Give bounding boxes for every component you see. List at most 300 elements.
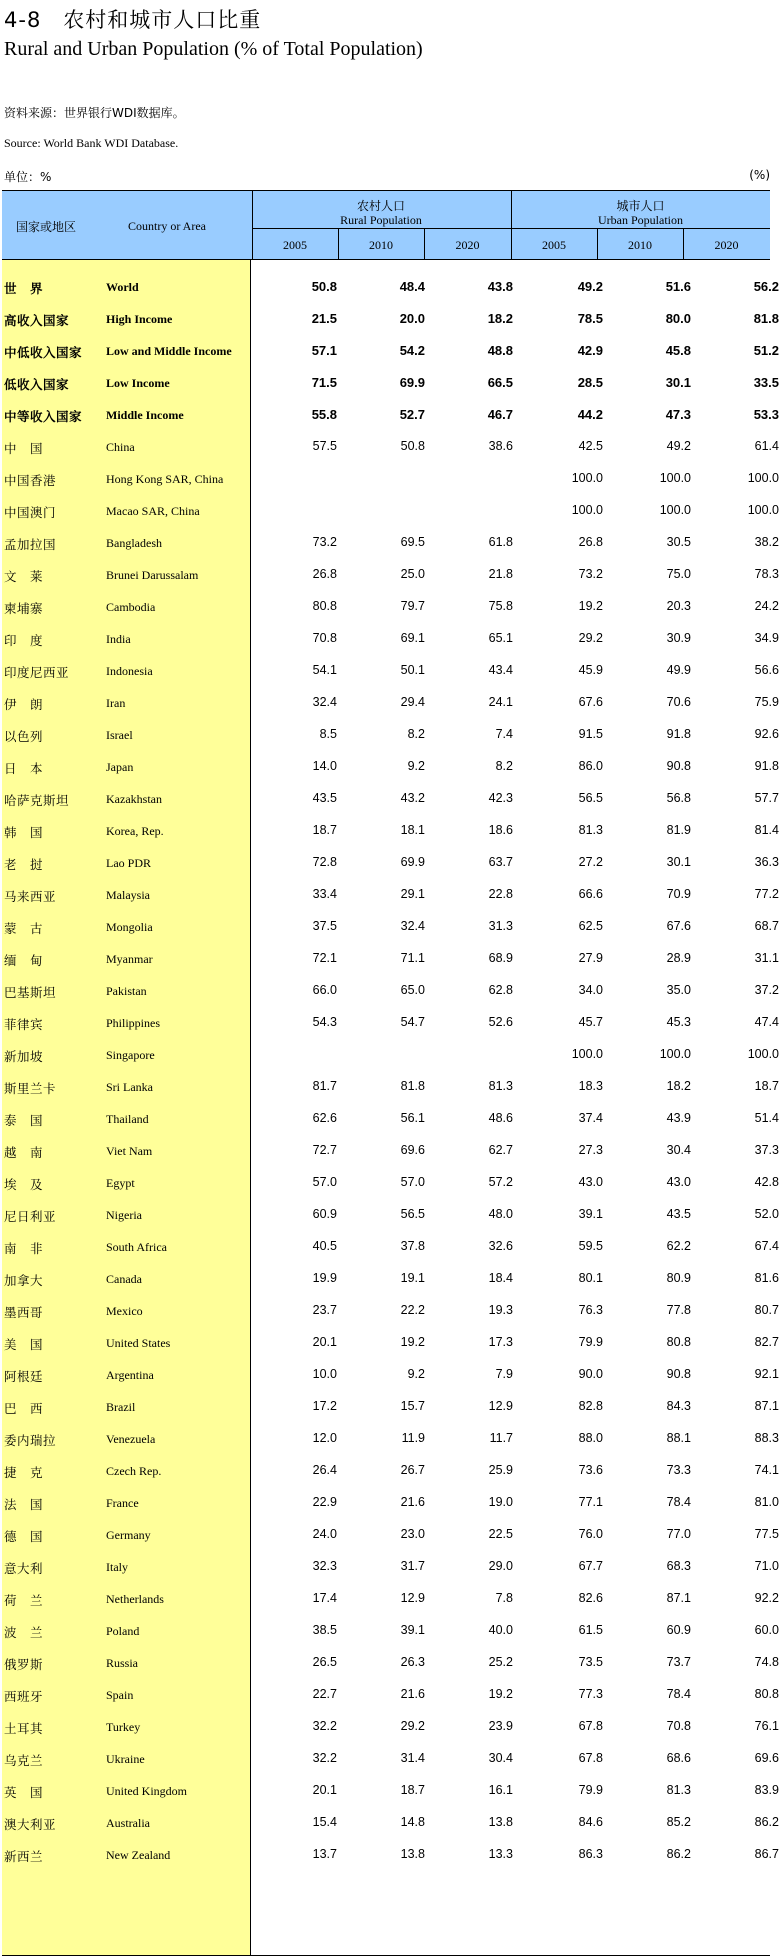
country-name-en: Argentina <box>106 1368 154 1382</box>
urban-value: 28.5 <box>577 375 603 390</box>
country-name-en: Korea, Rep. <box>106 824 164 838</box>
rural-value: 11.9 <box>401 1431 425 1445</box>
urban-value: 59.5 <box>578 1239 603 1253</box>
table-row <box>2 804 779 840</box>
country-name-cn: 印度尼西亚 <box>4 665 70 680</box>
urban-value: 67.8 <box>578 1719 603 1733</box>
rural-value: 57.1 <box>311 343 337 358</box>
rural-value: 17.4 <box>312 1591 337 1605</box>
urban-value: 60.9 <box>666 1623 691 1637</box>
country-name-en: Canada <box>106 1272 142 1286</box>
urban-value: 34.0 <box>578 983 603 997</box>
country-name-cn: 世 界 <box>4 281 44 296</box>
urban-value: 84.3 <box>666 1399 691 1413</box>
urban-value: 37.2 <box>754 983 779 997</box>
rural-value: 66.5 <box>487 375 513 390</box>
rural-value: 50.8 <box>400 439 425 453</box>
rural-value: 57.0 <box>400 1175 425 1189</box>
urban-value: 24.2 <box>754 599 779 613</box>
urban-value: 49.2 <box>577 279 603 294</box>
rural-value: 8.2 <box>407 727 425 741</box>
urban-value: 42.5 <box>578 439 603 453</box>
country-name-cn: 巴 西 <box>4 1401 44 1416</box>
rural-value: 22.2 <box>400 1303 425 1317</box>
rural-value: 40.0 <box>488 1623 513 1637</box>
rural-value: 54.3 <box>312 1015 337 1029</box>
rural-value: 81.3 <box>488 1079 513 1093</box>
country-name-cn: 泰 国 <box>4 1113 44 1128</box>
rural-value: 81.7 <box>312 1079 337 1093</box>
table-row <box>2 996 779 1032</box>
rural-value: 8.2 <box>495 759 513 773</box>
urban-value: 62.2 <box>666 1239 691 1253</box>
country-name-en: Egypt <box>106 1176 135 1190</box>
country-name-en: China <box>106 440 135 454</box>
header-divider <box>252 191 253 260</box>
header-divider <box>511 191 512 260</box>
country-name-en: South Africa <box>106 1240 167 1254</box>
country-name-en: Russia <box>106 1656 139 1670</box>
urban-value: 80.1 <box>578 1271 603 1285</box>
table-row <box>2 868 779 904</box>
rural-value: 69.5 <box>400 535 425 549</box>
country-name-en: Lao PDR <box>106 856 151 870</box>
rural-value: 54.2 <box>399 343 425 358</box>
rural-value: 69.1 <box>400 631 425 645</box>
rural-value: 46.7 <box>487 407 513 422</box>
table-row <box>2 1188 779 1224</box>
rural-value: 17.3 <box>488 1335 513 1349</box>
table-row <box>2 612 779 648</box>
table-row <box>2 1348 779 1384</box>
rural-value: 7.4 <box>495 727 513 741</box>
country-name-en: High Income <box>106 312 173 326</box>
rural-value: 18.4 <box>488 1271 513 1285</box>
rural-value: 50.8 <box>311 279 337 294</box>
table-row <box>2 1540 779 1576</box>
header-year: 2010 <box>628 238 652 252</box>
rural-value: 54.1 <box>312 663 337 677</box>
urban-value: 62.5 <box>578 919 603 933</box>
country-name-cn: 尼日利亚 <box>4 1209 57 1224</box>
urban-value: 86.0 <box>578 759 603 773</box>
country-name-en: Italy <box>106 1560 128 1574</box>
urban-value: 67.8 <box>578 1751 603 1765</box>
urban-value: 36.3 <box>754 855 779 869</box>
source-note-cn: 资料来源：世界银行WDI数据库。 <box>4 106 185 120</box>
country-name-cn: 缅 甸 <box>4 953 44 968</box>
rural-value: 48.0 <box>488 1207 513 1221</box>
urban-value: 91.8 <box>754 759 779 773</box>
table-body <box>2 260 779 1864</box>
table-row <box>2 548 779 584</box>
rural-value: 57.0 <box>312 1175 337 1189</box>
country-name-cn: 哈萨克斯坦 <box>4 793 70 808</box>
country-name-cn: 中国香港 <box>4 473 57 488</box>
rural-value: 30.4 <box>488 1751 513 1765</box>
table-row <box>2 1028 779 1064</box>
country-name-cn: 蒙 古 <box>4 921 44 936</box>
urban-value: 66.6 <box>578 887 603 901</box>
table-row <box>2 516 779 552</box>
country-name-en: Ukraine <box>106 1752 145 1766</box>
country-name-en: Japan <box>106 760 134 774</box>
country-name-cn: 德 国 <box>4 1529 44 1544</box>
urban-value: 26.8 <box>578 535 603 549</box>
table-row <box>2 1508 779 1544</box>
country-name-cn: 中国澳门 <box>4 505 57 520</box>
urban-value: 73.2 <box>578 567 603 581</box>
country-name-cn: 阿根廷 <box>4 1369 44 1384</box>
urban-value: 71.0 <box>754 1559 779 1573</box>
rural-value: 21.8 <box>488 567 513 581</box>
urban-value: 100.0 <box>747 1047 779 1061</box>
rural-value: 29.1 <box>400 887 425 901</box>
rural-value: 37.8 <box>400 1239 425 1253</box>
rural-value: 72.7 <box>312 1143 337 1157</box>
rural-value: 23.9 <box>488 1719 513 1733</box>
rural-value: 26.4 <box>312 1463 337 1477</box>
urban-value: 85.2 <box>666 1815 691 1829</box>
urban-value: 61.5 <box>578 1623 603 1637</box>
urban-value: 77.0 <box>666 1527 691 1541</box>
urban-value: 68.6 <box>666 1751 691 1765</box>
table-row <box>2 1732 779 1768</box>
country-name-cn: 新加坡 <box>4 1049 44 1064</box>
urban-value: 49.2 <box>666 439 691 453</box>
country-name-cn: 捷 克 <box>4 1465 44 1480</box>
urban-value: 81.0 <box>754 1495 779 1509</box>
urban-value: 68.7 <box>754 919 779 933</box>
urban-value: 38.2 <box>754 535 779 549</box>
country-name-en: Mongolia <box>106 920 153 934</box>
rural-value: 20.1 <box>312 1783 337 1797</box>
urban-value: 92.2 <box>754 1591 779 1605</box>
rural-value: 13.8 <box>488 1815 513 1829</box>
urban-value: 73.6 <box>578 1463 603 1477</box>
country-name-en: Spain <box>106 1688 134 1702</box>
urban-value: 78.4 <box>666 1687 691 1701</box>
country-name-en: Hong Kong SAR, China <box>106 472 224 486</box>
table-row <box>2 580 779 616</box>
country-name-en: Pakistan <box>106 984 147 998</box>
header-year: 2020 <box>714 238 739 252</box>
country-name-en: Mexico <box>106 1304 143 1318</box>
urban-value: 68.3 <box>666 1559 691 1573</box>
country-name-en: New Zealand <box>106 1848 171 1862</box>
urban-value: 91.8 <box>666 727 691 741</box>
rural-value: 14.0 <box>312 759 337 773</box>
urban-value: 42.8 <box>754 1175 779 1189</box>
urban-value: 45.3 <box>666 1015 691 1029</box>
country-name-en: Venezuela <box>106 1432 156 1446</box>
rural-value: 25.0 <box>400 567 425 581</box>
rural-value: 22.5 <box>488 1527 513 1541</box>
urban-value: 77.8 <box>666 1303 691 1317</box>
table-row <box>2 452 779 488</box>
country-name-cn: 西班牙 <box>4 1689 44 1704</box>
country-name-en: Low Income <box>106 376 170 390</box>
rural-value: 52.6 <box>488 1015 513 1029</box>
country-name-cn: 美 国 <box>4 1337 44 1352</box>
rural-value: 12.9 <box>400 1591 425 1605</box>
country-name-en: Iran <box>106 696 126 710</box>
urban-value: 90.0 <box>578 1367 603 1381</box>
urban-value: 67.4 <box>754 1239 779 1253</box>
rural-value: 69.9 <box>400 855 425 869</box>
urban-value: 30.1 <box>666 855 691 869</box>
rural-value: 21.6 <box>400 1687 425 1701</box>
urban-value: 30.4 <box>666 1143 691 1157</box>
urban-value: 83.9 <box>754 1783 779 1797</box>
urban-value: 79.9 <box>578 1783 603 1797</box>
table-row <box>2 644 779 680</box>
country-name-en: World <box>106 280 139 294</box>
country-name-cn: 伊 朗 <box>4 697 44 712</box>
rural-value: 33.4 <box>312 887 337 901</box>
urban-value: 70.8 <box>666 1719 691 1733</box>
rural-value: 32.2 <box>312 1751 337 1765</box>
header-year: 2020 <box>455 238 480 252</box>
table-row <box>2 1124 779 1160</box>
rural-value: 8.5 <box>319 727 337 741</box>
table-bottom-rule <box>2 1955 770 1956</box>
country-name-cn: 高收入国家 <box>4 313 70 328</box>
urban-value: 67.6 <box>578 695 603 709</box>
page-title-en: Rural and Urban Population (% of Total Population) <box>4 38 423 60</box>
urban-value: 77.2 <box>754 887 779 901</box>
rural-value: 29.2 <box>400 1719 425 1733</box>
country-name-cn: 加拿大 <box>4 1273 44 1288</box>
urban-value: 61.4 <box>754 439 779 453</box>
rural-value: 32.4 <box>312 695 337 709</box>
rural-value: 42.3 <box>488 791 513 805</box>
table-top-rule <box>2 190 770 191</box>
urban-value: 70.6 <box>666 695 691 709</box>
urban-value: 74.8 <box>754 1655 779 1669</box>
urban-value: 73.7 <box>666 1655 691 1669</box>
rural-value: 18.7 <box>312 823 337 837</box>
urban-value: 84.6 <box>578 1815 603 1829</box>
urban-value: 56.8 <box>666 791 691 805</box>
country-name-cn: 中 国 <box>4 441 44 456</box>
country-name-cn: 低收入国家 <box>4 377 70 392</box>
rural-value: 15.4 <box>312 1815 337 1829</box>
rural-value: 62.7 <box>488 1143 513 1157</box>
urban-value: 87.1 <box>666 1591 691 1605</box>
urban-value: 30.5 <box>666 535 691 549</box>
table-row <box>2 1220 779 1256</box>
rural-value: 43.4 <box>488 663 513 677</box>
country-name-en: Middle Income <box>106 408 184 422</box>
urban-value: 76.0 <box>578 1527 603 1541</box>
rural-value: 31.3 <box>488 919 513 933</box>
rural-value: 15.7 <box>400 1399 425 1413</box>
urban-value: 37.3 <box>754 1143 779 1157</box>
urban-value: 39.1 <box>578 1207 603 1221</box>
rural-value: 19.9 <box>312 1271 337 1285</box>
rural-value: 18.6 <box>488 823 513 837</box>
header-divider <box>683 228 684 260</box>
urban-value: 18.2 <box>666 1079 691 1093</box>
rural-value: 66.0 <box>312 983 337 997</box>
urban-value: 100.0 <box>747 503 779 517</box>
urban-value: 88.0 <box>578 1431 603 1445</box>
rural-value: 25.2 <box>488 1655 513 1669</box>
header-divider <box>338 228 339 260</box>
header-divider <box>424 228 425 260</box>
rural-value: 18.2 <box>487 311 513 326</box>
urban-value: 75.0 <box>666 567 691 581</box>
rural-value: 26.8 <box>312 567 337 581</box>
urban-value: 100.0 <box>571 503 603 517</box>
urban-value: 53.3 <box>753 407 779 422</box>
country-name-cn: 越 南 <box>4 1145 44 1160</box>
rural-value: 54.7 <box>400 1015 425 1029</box>
urban-value: 81.3 <box>578 823 603 837</box>
urban-value: 81.4 <box>754 823 779 837</box>
rural-value: 73.2 <box>312 535 337 549</box>
urban-value: 86.3 <box>578 1847 603 1861</box>
table-row <box>2 1284 779 1320</box>
urban-value: 37.4 <box>578 1111 603 1125</box>
country-name-en: Germany <box>106 1528 151 1542</box>
rural-value: 62.8 <box>488 983 513 997</box>
urban-value: 82.8 <box>578 1399 603 1413</box>
urban-value: 57.7 <box>754 791 779 805</box>
country-name-cn: 菲律宾 <box>4 1017 44 1032</box>
urban-value: 43.5 <box>666 1207 691 1221</box>
rural-value: 60.9 <box>312 1207 337 1221</box>
urban-value: 80.7 <box>754 1303 779 1317</box>
urban-value: 73.5 <box>578 1655 603 1669</box>
unit-label-en: (%) <box>749 168 770 182</box>
page-title-cn: 4-8 农村和城市人口比重 <box>4 8 262 32</box>
table-row <box>2 1092 779 1128</box>
table-row <box>2 260 779 296</box>
country-name-cn: 委内瑞拉 <box>4 1433 57 1448</box>
table-row <box>2 772 779 808</box>
urban-value: 34.9 <box>754 631 779 645</box>
rural-value: 24.0 <box>312 1527 337 1541</box>
country-name-en: United States <box>106 1336 171 1350</box>
rural-value: 12.9 <box>488 1399 513 1413</box>
rural-value: 56.1 <box>400 1111 425 1125</box>
country-name-en: Myanmar <box>106 952 153 966</box>
urban-value: 42.9 <box>577 343 603 358</box>
country-name-en: Israel <box>106 728 133 742</box>
rural-value: 71.5 <box>311 375 337 390</box>
urban-value: 76.1 <box>754 1719 779 1733</box>
country-name-cn: 澳大利亚 <box>4 1817 57 1832</box>
rural-value: 17.2 <box>312 1399 337 1413</box>
country-name-cn: 法 国 <box>4 1497 44 1512</box>
country-name-cn: 中低收入国家 <box>4 345 83 360</box>
rural-value: 18.7 <box>400 1783 425 1797</box>
rural-value: 19.2 <box>400 1335 425 1349</box>
country-name-cn: 巴基斯坦 <box>4 985 57 1000</box>
rural-value: 75.8 <box>488 599 513 613</box>
country-name-en: Sri Lanka <box>106 1080 153 1094</box>
rural-value: 7.8 <box>495 1591 513 1605</box>
urban-value: 18.3 <box>578 1079 603 1093</box>
country-name-en: Bangladesh <box>106 536 162 550</box>
table-row <box>2 1636 779 1672</box>
rural-value: 65.1 <box>488 631 513 645</box>
urban-value: 76.3 <box>578 1303 603 1317</box>
rural-value: 18.1 <box>400 823 425 837</box>
country-name-en: Viet Nam <box>106 1144 153 1158</box>
urban-value: 43.9 <box>666 1111 691 1125</box>
header-urban-cn: 城市人口 <box>616 199 665 213</box>
urban-value: 80.9 <box>666 1271 691 1285</box>
urban-value: 86.2 <box>666 1847 691 1861</box>
country-name-cn: 波 兰 <box>4 1625 44 1640</box>
rural-value: 32.3 <box>312 1559 337 1573</box>
urban-value: 100.0 <box>571 1047 603 1061</box>
rural-value: 61.8 <box>488 535 513 549</box>
urban-value: 30.9 <box>666 631 691 645</box>
country-name-en: Netherlands <box>106 1592 164 1606</box>
rural-value: 57.5 <box>312 439 337 453</box>
rural-value: 23.7 <box>312 1303 337 1317</box>
table-header <box>2 191 770 260</box>
table-row <box>2 1316 779 1352</box>
table-row <box>2 1828 779 1864</box>
rural-value: 68.9 <box>488 951 513 965</box>
urban-value: 81.9 <box>666 823 691 837</box>
country-name-en: Cambodia <box>106 600 156 614</box>
table-row <box>2 676 779 712</box>
table-row <box>2 1252 779 1288</box>
rural-value: 56.5 <box>400 1207 425 1221</box>
urban-value: 90.8 <box>666 759 691 773</box>
urban-value: 19.2 <box>578 599 603 613</box>
urban-value: 78.5 <box>577 311 603 326</box>
country-name-cn: 孟加拉国 <box>4 537 57 552</box>
rural-value: 10.0 <box>312 1367 337 1381</box>
rural-value: 26.7 <box>400 1463 425 1477</box>
rural-value: 7.9 <box>495 1367 513 1381</box>
urban-value: 56.2 <box>753 279 779 294</box>
table-row <box>2 324 779 360</box>
rural-value: 48.4 <box>399 279 425 294</box>
rural-value: 13.7 <box>312 1847 337 1861</box>
urban-value: 74.1 <box>754 1463 779 1477</box>
rural-value: 23.0 <box>400 1527 425 1541</box>
urban-value: 73.3 <box>666 1463 691 1477</box>
urban-value: 100.0 <box>571 471 603 485</box>
urban-value: 43.0 <box>578 1175 603 1189</box>
country-name-cn: 以色列 <box>4 729 44 744</box>
country-name-en: Macao SAR, China <box>106 504 200 518</box>
rural-value: 24.1 <box>488 695 513 709</box>
rural-value: 40.5 <box>312 1239 337 1253</box>
rural-value: 20.1 <box>312 1335 337 1349</box>
table-row <box>2 420 779 456</box>
table-row <box>2 932 779 968</box>
header-year: 2010 <box>369 238 393 252</box>
country-name-cn: 埃 及 <box>4 1177 44 1192</box>
rural-value: 79.7 <box>400 599 425 613</box>
urban-value: 78.4 <box>666 1495 691 1509</box>
urban-value: 56.6 <box>754 663 779 677</box>
country-name-en: Kazakhstan <box>106 792 162 806</box>
table-row <box>2 484 779 520</box>
rural-value: 20.0 <box>399 311 425 326</box>
country-name-en: Indonesia <box>106 664 153 678</box>
rural-value: 29.4 <box>400 695 425 709</box>
